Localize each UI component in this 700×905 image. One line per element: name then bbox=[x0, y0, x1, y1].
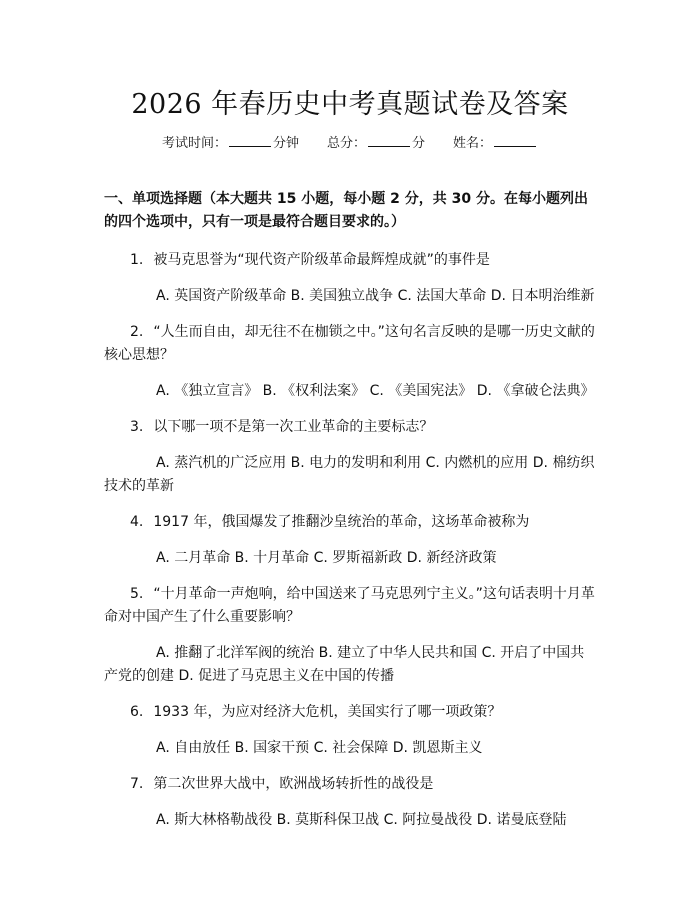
question-stem bbox=[104, 249, 596, 272]
total-score-field bbox=[327, 132, 425, 151]
question-options: A. 蒸汽机的广泛应用 B. 电力的发明和利用 C. 内燃机的应用 D. 棉纺织技术的革新 bbox=[104, 455, 595, 494]
exam-time-field bbox=[162, 132, 299, 151]
question-options: A. 自由放任 B. 国家干预 C. 社会保障 D. 凯恩斯主义 bbox=[156, 740, 483, 756]
question-options: A. 斯大林格勒战役 B. 莫斯科保卫战 C. 阿拉曼战役 D. 诺曼底登陆 bbox=[156, 812, 567, 828]
question-stem bbox=[104, 321, 596, 367]
question-text: 第二次世界大战中，欧洲战场转折性的战役是 bbox=[153, 776, 434, 792]
question-stem bbox=[104, 773, 596, 796]
exam-time-blank bbox=[229, 134, 271, 147]
exam-time-unit: 分钟 bbox=[272, 136, 299, 151]
question-stem bbox=[104, 701, 596, 724]
question-text: “十月革命一声炮响，给中国送来了马克思列宁主义。”这句话表明十月革命对中国产生了什么重要影响？ bbox=[104, 586, 595, 625]
question-stem bbox=[104, 583, 596, 629]
question-options: A. 推翻了北洋军阀的统治 B. 建立了中华人民共和国 C. 开启了中国共产党的创建 D. 促进了马克思主义在中国的传播 bbox=[104, 645, 585, 684]
question-item bbox=[104, 511, 596, 570]
question-number: 6. bbox=[130, 704, 144, 720]
section-heading: 一、单项选择题（本大题共 15 小题，每小题 2 分，共 30 分。在每小题列出的四个选项中，只有一项是最符合题目要求的。） bbox=[104, 191, 588, 230]
question-options: A. 《独立宣言》 B. 《权利法案》 C. 《美国宪法》 D. 《拿破仑法典》 bbox=[156, 383, 595, 399]
question-text: 1917 年，俄国爆发了推翻沙皇统治的革命，这场革命被称为 bbox=[153, 514, 530, 530]
question-number: 5. bbox=[130, 586, 144, 602]
student-name-label: 姓名： bbox=[453, 136, 493, 151]
question-item bbox=[104, 321, 596, 403]
question-stem bbox=[104, 416, 596, 439]
question-number: 3. bbox=[130, 419, 144, 435]
page-title: 2026 年春历史中考真题试卷及答案 bbox=[131, 89, 569, 120]
exam-content bbox=[104, 188, 596, 845]
question-number: 2. bbox=[130, 324, 144, 340]
question-number: 4. bbox=[130, 514, 144, 530]
question-number: 1. bbox=[130, 252, 144, 268]
question-stem bbox=[104, 511, 596, 534]
question-item bbox=[104, 249, 596, 308]
question-options: A. 二月革命 B. 十月革命 C. 罗斯福新政 D. 新经济政策 bbox=[156, 550, 497, 566]
total-score-unit: 分 bbox=[412, 136, 426, 151]
question-text: 以下哪一项不是第一次工业革命的主要标志？ bbox=[153, 419, 434, 435]
exam-time-label: 考试时间： bbox=[161, 136, 227, 151]
total-score-blank bbox=[368, 134, 410, 147]
question-number: 7. bbox=[130, 776, 144, 792]
question-item bbox=[104, 773, 596, 832]
question-text: 被马克思誉为“现代资产阶级革命最辉煌成就”的事件是 bbox=[153, 252, 490, 268]
question-item bbox=[104, 416, 596, 498]
student-name-blank bbox=[494, 134, 536, 147]
question-text: “人生而自由，却无往不在枷锁之中。”这句名言反映的是哪一历史文献的核心思想？ bbox=[104, 324, 595, 363]
question-options: A. 英国资产阶级革命 B. 美国独立战争 C. 法国大革命 D. 日本明治维新 bbox=[156, 288, 595, 304]
question-item bbox=[104, 701, 596, 760]
exam-info-bar bbox=[0, 132, 700, 151]
question-item bbox=[104, 583, 596, 688]
total-score-label: 总分： bbox=[326, 136, 366, 151]
question-text: 1933 年，为应对经济大危机，美国实行了哪一项政策？ bbox=[153, 704, 502, 720]
student-name-field bbox=[453, 132, 538, 151]
